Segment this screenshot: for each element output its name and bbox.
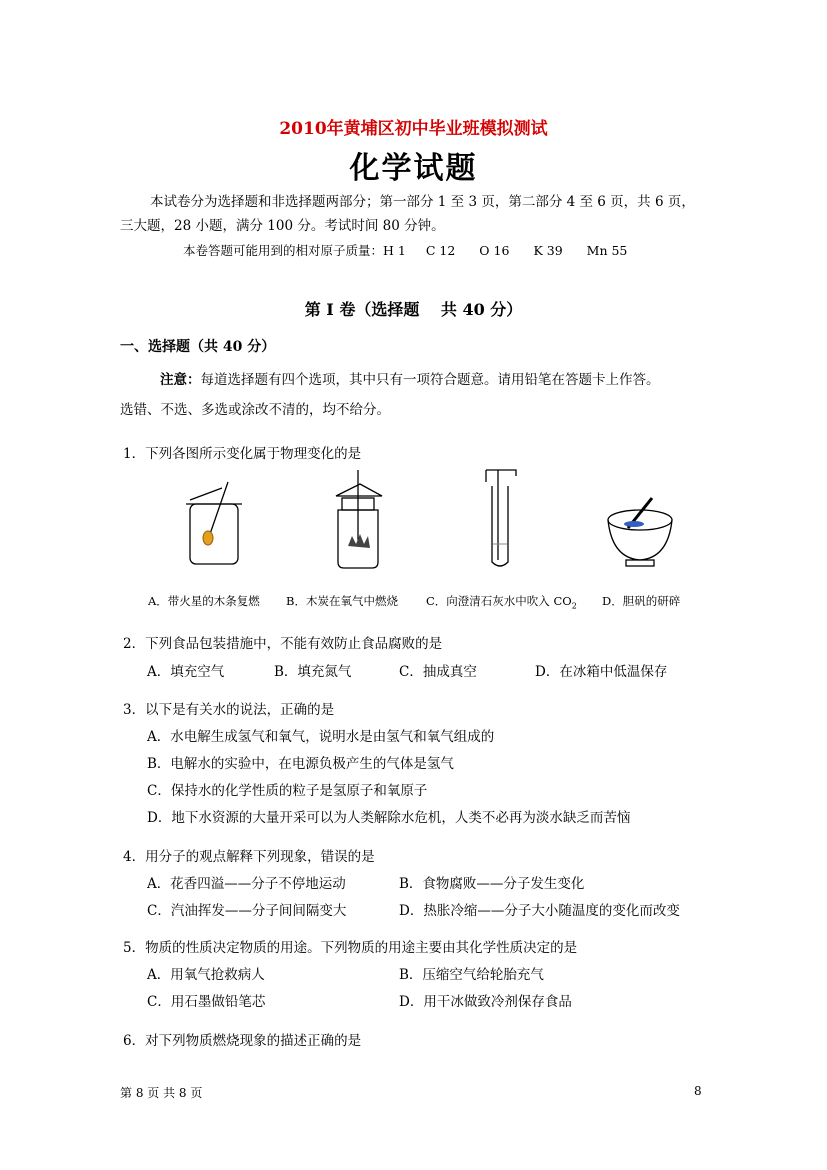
question-5-option-c: C．用石墨做铅笔芯 [147,994,266,1010]
question-2-option-a: A．填充空气 [147,664,225,680]
question-4-option-c: C．汽油挥发——分子间间隔变大 [147,903,347,919]
note-text: 每道选择题有四个选项，其中只有一项符合题意。请用铅笔在答题卡上作答。 [200,372,660,388]
question-5-option-d: D．用干冰做致冷剂保存食品 [399,994,572,1010]
figure-c-caption [426,593,577,610]
question-6-stem: 6．对下列物质燃烧现象的描述正确的是 [123,1033,362,1049]
atomic-mass-c: C 12 [425,243,456,258]
footer-page-label: 第 8 页 共 8 页 [120,1086,203,1100]
atomic-mass-label: 本卷答题可能用到的相对原子质量： [183,243,384,258]
section-title: 第 I 卷（选择题 共 40 分） [304,300,523,319]
question-3-stem: 3．以下是有关水的说法，正确的是 [123,702,335,718]
question-3-option-a: A．水电解生成氢气和氧气，说明水是由氢气和氧气组成的 [147,729,495,745]
footer-page-number: 8 [694,1084,702,1098]
atomic-mass-h: H 1 [383,243,406,258]
question-1-stem: 1．下列各图所示变化属于物理变化的是 [123,446,362,462]
note-line-1 [160,368,660,392]
note-label: 注意： [160,372,201,388]
figure-c-caption-text: C．向澄清石灰水中吹入 CO [426,594,572,608]
part-title: 一、选择题（共 40 分） [120,339,276,355]
question-2-option-b: B．填充氮气 [274,664,352,680]
atomic-mass-line [183,239,627,263]
question-3-option-d: D．地下水资源的大量开采可以为人类解除水危机，人类不必再为淡水缺乏而苦恼 [147,810,631,826]
figure-b-charcoal-burning [336,470,382,568]
question-3-option-b: B．电解水的实验中，在电源负极产生的气体是氢气 [147,756,454,772]
figure-b-caption: B．木炭在氧气中燃烧 [286,594,398,608]
figure-d-caption: D．胆矾的研碎 [602,594,681,608]
question-5-option-b: B．压缩空气给轮胎充气 [399,967,544,983]
question-5-option-a: A．用氧气抢救病人 [147,967,265,983]
question-4-option-a: A．花香四溢——分子不停地运动 [147,876,346,892]
co2-subscript: 2 [571,601,577,611]
atomic-mass-k: K 39 [533,243,563,258]
atomic-mass-mn: Mn 55 [586,243,628,258]
question-2-stem: 2．下列食品包装措施中，不能有效防止食品腐败的是 [123,636,443,652]
question-3-option-c: C．保持水的化学性质的粒子是氢原子和氧原子 [147,783,428,799]
exam-header-title: 2010年黄埔区初中毕业班模拟测试 [279,119,548,139]
atomic-mass-o: O 16 [479,243,510,258]
figure-a-splint-relight [186,482,242,564]
question-4-option-d: D．热胀冷缩——分子大小随温度的变化而改变 [399,903,680,919]
intro-line-2: 三大题，28 小题，满分 100 分。考试时间 80 分钟。 [120,218,445,234]
question-2-option-d: D．在冰箱中低温保存 [535,664,668,680]
question-1-figures [120,462,710,577]
exam-subject-title: 化学试题 [349,151,478,186]
intro-line-1: 本试卷分为选择题和非选择题两部分；第一部分 1 至 3 页，第二部分 4 至 6 页，共 6 页， [150,194,695,210]
figure-c-blowing-co2 [486,470,516,566]
figure-d-mortar-grinding [608,498,672,566]
question-2-option-c: C．抽成真空 [399,664,477,680]
question-4-stem: 4．用分子的观点解释下列现象，错误的是 [123,849,375,865]
question-5-stem: 5．物质的性质决定物质的用途。下列物质的用途主要由其化学性质决定的是 [123,940,578,956]
figure-a-caption: A．带火星的木条复燃 [148,594,260,608]
note-line-2: 选错、不选、多选或涂改不清的，均不给分。 [120,402,390,418]
question-4-option-b: B．食物腐败——分子发生变化 [399,876,585,892]
